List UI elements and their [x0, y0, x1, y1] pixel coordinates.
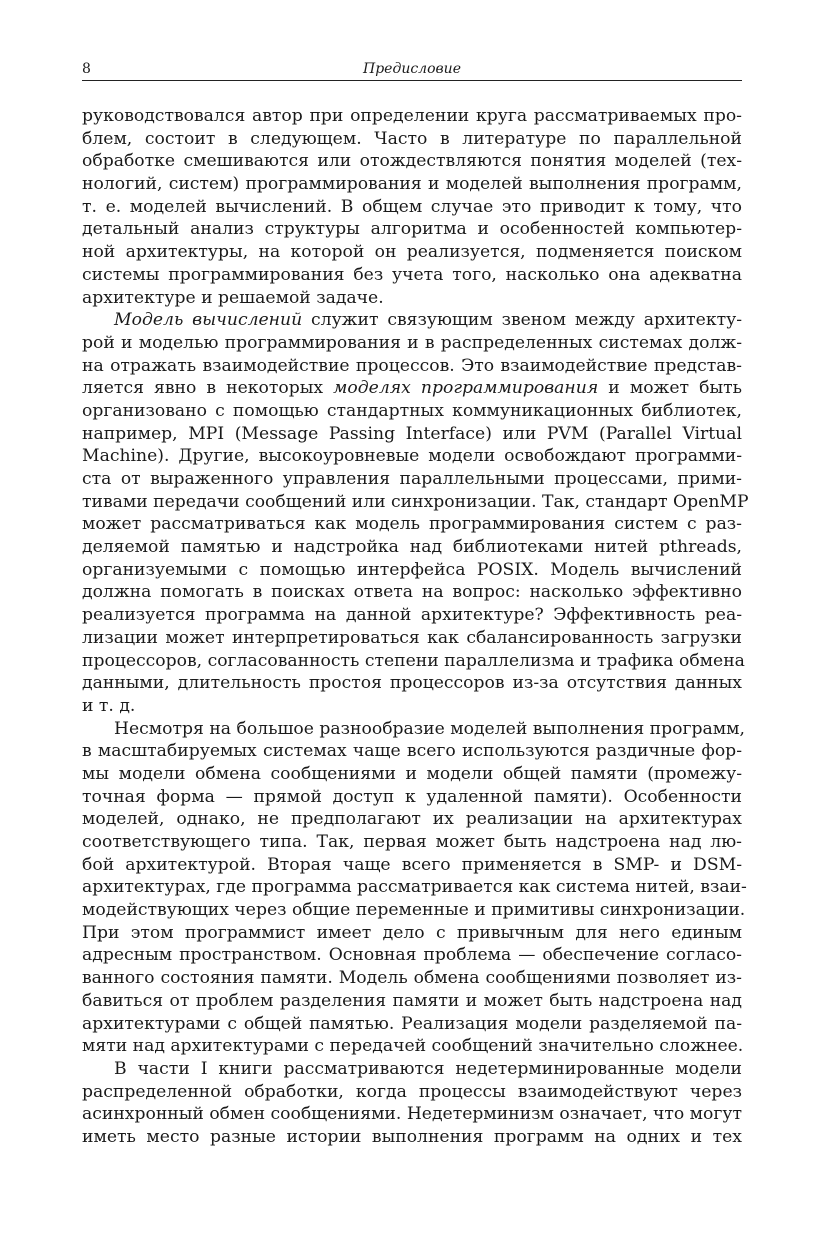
text-line: тивами передачи сообщений или синхронизации. Так, стандарт OpenMP [82, 491, 749, 512]
text-line: ной архитектуры, на которой он реализуется, подменяется поиском [82, 242, 742, 263]
text-line: архитектурах, где программа рассматривается как система нитей, взаи- [82, 877, 747, 898]
text-line: бавиться от проблем разделения памяти и может быть надстроена над [82, 990, 742, 1011]
text-line: Machine). Другие, высокоуровневые модели освобождают программи- [82, 446, 742, 467]
text-line: ванного состояния памяти. Модель обмена сообщениями позволяет из- [82, 968, 742, 989]
text-line: Несмотря на большое разнообразие моделей выполнения программ, [114, 718, 745, 739]
text-line: В части I книги рассматриваются недетерминированные модели [114, 1058, 742, 1079]
text-line: нологий, систем) программирования и моделей выполнения программ, [82, 174, 742, 195]
text-line: реализуется программа на данной архитектуре? Эффективность реа- [82, 605, 742, 626]
text-line: При этом программист имеет дело с привычным для него единым [82, 922, 742, 943]
text-line: детальный анализ структуры алгоритма и особенностей компьютер- [82, 219, 742, 240]
text-line: адресным пространством. Основная проблема — обеспечение согласо- [82, 945, 742, 966]
running-header [82, 60, 742, 81]
text-line: архитектурами с общей памятью. Реализация модели разделяемой па- [82, 1013, 742, 1034]
text-line: данными, длительность простоя процессоров из-за отсутствия данных [82, 673, 742, 694]
text-line: лизации может интерпретироваться как сбалансированность загрузки [82, 627, 742, 648]
italic-term: Модель вычислений [114, 310, 303, 331]
running-title: Предисловие [363, 61, 461, 77]
text-line: мяти над архитектурами с передачей сообщений значительно сложнее. [82, 1036, 744, 1057]
text-line: т. е. моделей вычислений. В общем случае это приводит к тому, что [82, 196, 742, 217]
text-line: организовано с помощью стандартных коммуникационных библиотек, [82, 400, 742, 421]
text-line: бой архитектурой. Вторая чаще всего применяется в SMP- и DSM- [82, 854, 742, 875]
text-line: соответствующего типа. Так, первая может быть надстроена над лю- [82, 832, 742, 852]
text-line: блем, состоит в следующем. Часто в литературе по параллельной [82, 128, 742, 149]
text-line: иметь место разные истории выполнения программ на одних и тех [82, 1126, 742, 1147]
text-run: и может быть [598, 378, 742, 399]
text-line: деляемой памятью и надстройка над библиотеками нитей pthreads, [82, 537, 742, 558]
text-line: архитектуре и решаемой задаче. [82, 287, 384, 308]
text-line: и т. д. [82, 695, 136, 716]
text-line: может рассматриваться как модель программирования систем с раз- [82, 514, 742, 535]
text-run: ляется явно в некоторых [82, 378, 334, 399]
text-line: в масштабируемых системах чаще всего используются раздичные фор- [82, 741, 742, 762]
text-line: асинхронный обмен сообщениями. Недетерминизм означает, что могут [82, 1104, 743, 1125]
text-line: модействующих через общие переменные и примитивы синхронизации. [82, 900, 746, 921]
text-line: мы модели обмена сообщениями и модели общей памяти (промежу- [82, 763, 742, 784]
text-line: организуемыми с помощью интерфейса POSIX. Модель вычислений [82, 559, 742, 580]
text-line: обработке смешиваются или отождествляются понятия моделей (тех- [82, 151, 742, 172]
text-line: например, MPI (Message Passing Interface) или PVM (Parallel Virtual [82, 423, 742, 444]
text-line: системы программирования без учета того, насколько она адекватна [82, 264, 742, 285]
text-line: на отражать взаимодействие процессов. Это взаимодействие представ- [82, 355, 742, 376]
text-line: распределенной обработки, когда процессы взаимодействуют через [82, 1081, 742, 1102]
text-line: должна помогать в поисках ответа на вопрос: насколько эффективно [82, 582, 742, 603]
page-number: 8 [82, 61, 91, 77]
text-line: руководствовался автор при определении круга рассматриваемых про- [82, 106, 742, 126]
text-line [82, 377, 742, 400]
italic-term: моделях программирования [333, 378, 599, 399]
text-line: точная форма — прямой доступ к удаленной памяти). Особенности [82, 786, 742, 807]
text-line: ста от выраженного управления параллельными процессами, прими- [82, 469, 742, 489]
text-line: моделей, однако, не предполагают их реализации на архитектурах [82, 809, 742, 830]
text-line [82, 309, 742, 332]
text-run: служит связующим звеном между архитекту- [302, 310, 743, 331]
text-line: рой и моделью программирования и в распределенных системах долж- [82, 332, 742, 353]
text-line: процессоров, согласованность степени параллелизма и трафика обмена [82, 650, 745, 671]
body-text [82, 105, 749, 1149]
